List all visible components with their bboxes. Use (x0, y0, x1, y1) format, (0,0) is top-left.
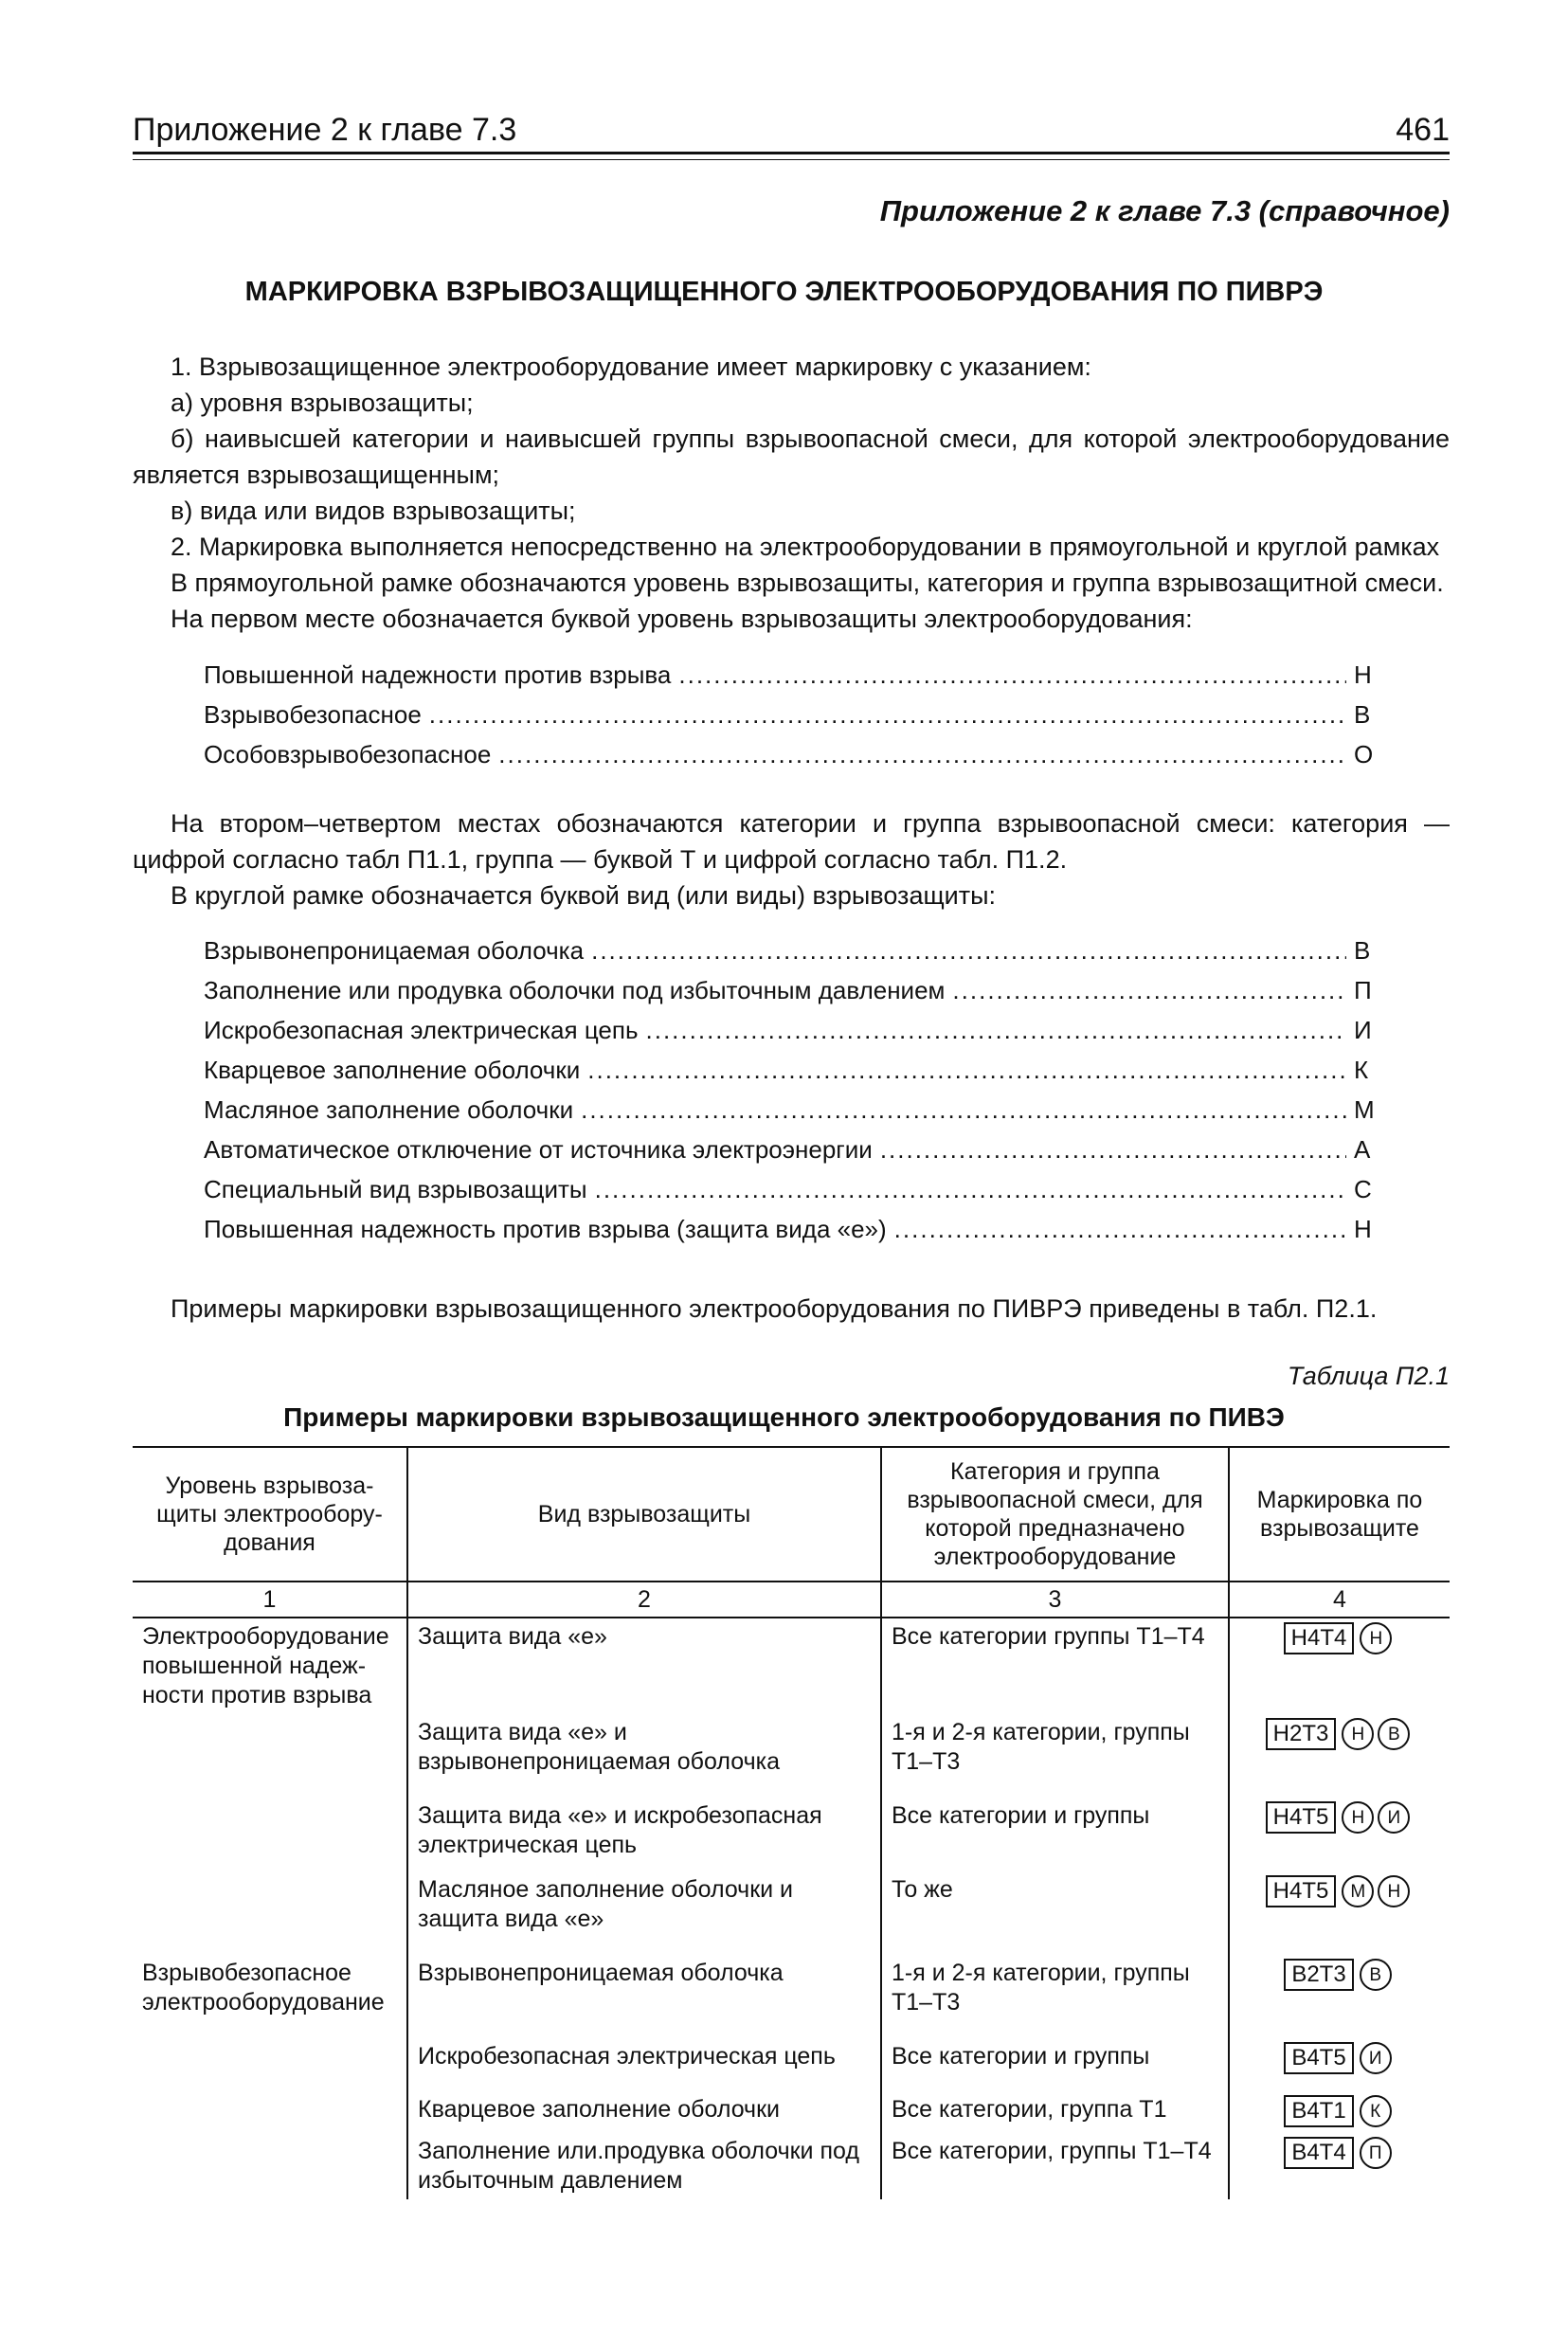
cell-category: 1-я и 2-я категории, группы Т1–Т3 (881, 1955, 1229, 2038)
list-item-label: Повышенной надежности против взрыва (204, 660, 672, 689)
column-number: 1 (133, 1582, 407, 1618)
marking-box: В4Т4 (1284, 2137, 1353, 2169)
cell-marking (1229, 2038, 1450, 2091)
cell-level (133, 2038, 407, 2091)
list-item-code: В (1354, 700, 1371, 729)
list-item (204, 700, 1379, 740)
column-number: 4 (1229, 1582, 1450, 1618)
marking-table (133, 1446, 1450, 2199)
column-header: Маркировка по взрывозащите (1229, 1447, 1450, 1582)
list-item-code: Н (1354, 660, 1372, 689)
marking-circle: К (1360, 2095, 1392, 2127)
list-item-label: Масляное заполнение оболочки (204, 1095, 574, 1124)
column-number: 3 (881, 1582, 1229, 1618)
marking-symbol (1284, 2097, 1395, 2124)
protection-type-list (204, 936, 1379, 1255)
leader-dots (646, 1016, 1346, 1045)
cell-category: Все категории, группы Т1–Т4 (881, 2133, 1229, 2199)
cell-level (133, 1798, 407, 1871)
leader-dots (591, 936, 1346, 966)
list-item (204, 1016, 1379, 1056)
marking-box: Н2Т3 (1266, 1718, 1337, 1750)
list-item (204, 1215, 1379, 1255)
list-item-label: Особовзрывобезопасное (204, 740, 492, 768)
marking-circle: Н (1342, 1718, 1374, 1750)
marking-symbol (1284, 2139, 1395, 2165)
column-header: Категория и группа взрывоопасной смеси, для которой предназначено электрооборудование (881, 1447, 1229, 1582)
column-header: Уровень взрывозащиты электрооборудования (133, 1447, 407, 1582)
list-item-code: П (1354, 976, 1372, 1004)
list-item-code: К (1354, 1056, 1369, 1084)
leader-dots (498, 740, 1346, 769)
list-item-label: Взрывонепроницаемая оболочка (204, 936, 585, 965)
marking-circle: Н (1342, 1801, 1374, 1834)
cell-marking (1229, 1871, 1450, 1955)
cell-type: Защита вида «е» и искробезопасная электрическая цепь (407, 1798, 881, 1871)
cell-marking (1229, 2091, 1450, 2133)
cell-level: Электрооборудование повышенной надежности против взрыва (133, 1618, 407, 1714)
marking-circle: И (1360, 2042, 1392, 2074)
intro-line: а) уровня взрывозащиты; (171, 389, 474, 417)
cell-level (133, 2133, 407, 2199)
leader-dots (894, 1215, 1346, 1244)
cell-marking (1229, 1618, 1450, 1714)
protection-level-list (204, 660, 1379, 780)
cell-level (133, 1871, 407, 1955)
examples-paragraph: Примеры маркировки взрывозащищенного электрооборудования по ПИВРЭ приведены в табл. П2.1. (171, 1294, 1378, 1323)
marking-box: Н4Т5 (1266, 1875, 1337, 1907)
table-row (133, 2133, 1450, 2199)
marking-box: В4Т1 (1284, 2095, 1353, 2127)
leader-dots (880, 1135, 1346, 1165)
intro-text (133, 349, 1450, 637)
intro-line: б) наивысшей категории и наивысшей группы взрывоопасной смеси, для которой электрооборудование является взрывозащищенным; (133, 425, 1450, 489)
table-row (133, 1714, 1450, 1798)
list-item (204, 976, 1379, 1016)
list-item-label: Автоматическое отключение от источника электроэнергии (204, 1135, 873, 1164)
table-row (133, 1955, 1450, 2038)
intro-line: 2. Маркировка выполняется непосредственно на электрооборудовании в прямоугольной и круглой рамках (171, 533, 1440, 561)
table-row (133, 1871, 1450, 1955)
list-item-code: А (1354, 1135, 1371, 1164)
cell-marking (1229, 1955, 1450, 2038)
table-row (133, 2091, 1450, 2133)
list-item-code: О (1354, 740, 1374, 768)
page-number: 461 (1396, 112, 1450, 148)
page-title: МАРКИРОВКА ВЗРЫВОЗАЩИЩЕННОГО ЭЛЕКТРООБОРУДОВАНИЯ ПО ПИВРЭ (244, 277, 1324, 307)
leader-dots (429, 700, 1346, 730)
marking-symbol (1284, 1961, 1395, 1987)
leader-dots (678, 660, 1346, 690)
list-item-code: С (1354, 1175, 1372, 1203)
list-item (204, 1095, 1379, 1135)
cell-type: Защита вида «е» (407, 1618, 881, 1714)
middle-paragraph: В круглой рамке обозначается буквой вид (или виды) взрывозащиты: (171, 881, 997, 910)
leader-dots (952, 976, 1346, 1005)
list-item-label: Искробезопасная электрическая цепь (204, 1016, 639, 1044)
cell-marking (1229, 1798, 1450, 1871)
list-item (204, 660, 1379, 700)
cell-marking (1229, 1714, 1450, 1798)
running-header (133, 112, 1450, 157)
list-item-code: Н (1354, 1215, 1372, 1243)
marking-symbol (1284, 2044, 1395, 2070)
table-row (133, 1618, 1450, 1714)
table-row (133, 1798, 1450, 1871)
cell-type: Взрывонепроницаемая оболочка (407, 1955, 881, 2038)
column-header: Вид взрывозащиты (407, 1447, 881, 1582)
cell-marking (1229, 2133, 1450, 2199)
cell-category: Все категории и группы (881, 1798, 1229, 1871)
intro-line: На первом месте обозначается буквой уровень взрывозащиты электрооборудования: (171, 605, 1193, 633)
cell-level: Взрывобезопасное электрооборудование (133, 1955, 407, 2038)
marking-circle: В (1378, 1718, 1410, 1750)
marking-box: В2Т3 (1284, 1959, 1353, 1991)
cell-category: Все категории, группа Т1 (881, 2091, 1229, 2133)
examples-text (133, 1291, 1450, 1327)
marking-box: Н4Т5 (1266, 1801, 1337, 1834)
cell-category: То же (881, 1871, 1229, 1955)
appendix-label: Приложение 2 к главе 7.3 (справочное) (879, 194, 1450, 227)
marking-circle: Н (1360, 1622, 1392, 1654)
marking-symbol (1266, 1720, 1415, 1746)
list-item (204, 936, 1379, 976)
table-caption: Таблица П2.1 (1287, 1362, 1450, 1390)
list-item-label: Взрывобезопасное (204, 700, 422, 729)
cell-level (133, 2091, 407, 2133)
list-item (204, 1056, 1379, 1095)
header-rule-thin (133, 159, 1450, 160)
list-item-code: М (1354, 1095, 1375, 1124)
cell-type: Защита вида «е» и взрывонепроницаемая оболочка (407, 1714, 881, 1798)
marking-circle: Н (1378, 1875, 1410, 1907)
list-item-label: Повышенная надежность против взрыва (защита вида «е») (204, 1215, 887, 1243)
list-item-code: В (1354, 936, 1371, 965)
cell-type: Заполнение или.продувка оболочки под избыточным давлением (407, 2133, 881, 2199)
header-rule (133, 152, 1450, 154)
marking-circle: М (1342, 1875, 1374, 1907)
intro-line: 1. Взрывозащищенное электрооборудование имеет маркировку с указанием: (171, 352, 1091, 381)
marking-symbol (1284, 1624, 1397, 1651)
cell-type: Искробезопасная электрическая цепь (407, 2038, 881, 2091)
cell-category: Все категории и группы (881, 2038, 1229, 2091)
marking-box: В4Т5 (1284, 2042, 1353, 2074)
table-header-row (133, 1447, 1450, 1582)
list-item-label: Специальный вид взрывозащиты (204, 1175, 587, 1203)
list-item-code: И (1354, 1016, 1372, 1044)
cell-category: Все категории группы Т1–Т4 (881, 1618, 1229, 1714)
middle-text (133, 805, 1450, 913)
cell-type: Масляное заполнение оболочки и защита вида «е» (407, 1871, 881, 1955)
marking-symbol (1266, 1803, 1415, 1830)
marking-box: Н4Т4 (1284, 1622, 1355, 1654)
list-item-label: Заполнение или продувка оболочки под избыточным давлением (204, 976, 946, 1004)
cell-type: Кварцевое заполнение оболочки (407, 2091, 881, 2133)
marking-symbol (1266, 1877, 1415, 1904)
cell-category: 1-я и 2-я категории, группы Т1–Т3 (881, 1714, 1229, 1798)
table-row (133, 2038, 1450, 2091)
middle-paragraph: На втором–четвертом местах обозначаются категории и группа взрывоопасной смеси: категория — цифрой согласно табл П1.1, группа — буквой Т и цифрой согласно табл. П1.2. (133, 809, 1450, 874)
running-header-title: Приложение 2 к главе 7.3 (133, 112, 517, 148)
marking-circle: В (1360, 1959, 1392, 1991)
leader-dots (581, 1095, 1346, 1125)
leader-dots (587, 1056, 1346, 1085)
leader-dots (595, 1175, 1346, 1204)
marking-circle: И (1378, 1801, 1410, 1834)
list-item-label: Кварцевое заполнение оболочки (204, 1056, 581, 1084)
cell-level (133, 1714, 407, 1798)
intro-line: В прямоугольной рамке обозначаются уровень взрывозащиты, категория и группа взрывозащитной смеси. (171, 569, 1444, 597)
list-item (204, 740, 1379, 780)
intro-line: в) вида или видов взрывозащиты; (171, 497, 576, 525)
table-body (133, 1618, 1450, 2199)
column-number-row (133, 1582, 1450, 1618)
marking-circle: П (1360, 2137, 1392, 2169)
column-number: 2 (407, 1582, 881, 1618)
list-item (204, 1135, 1379, 1175)
list-item (204, 1175, 1379, 1215)
table-title: Примеры маркировки взрывозащищенного электрооборудования по ПИВЭ (283, 1402, 1285, 1432)
